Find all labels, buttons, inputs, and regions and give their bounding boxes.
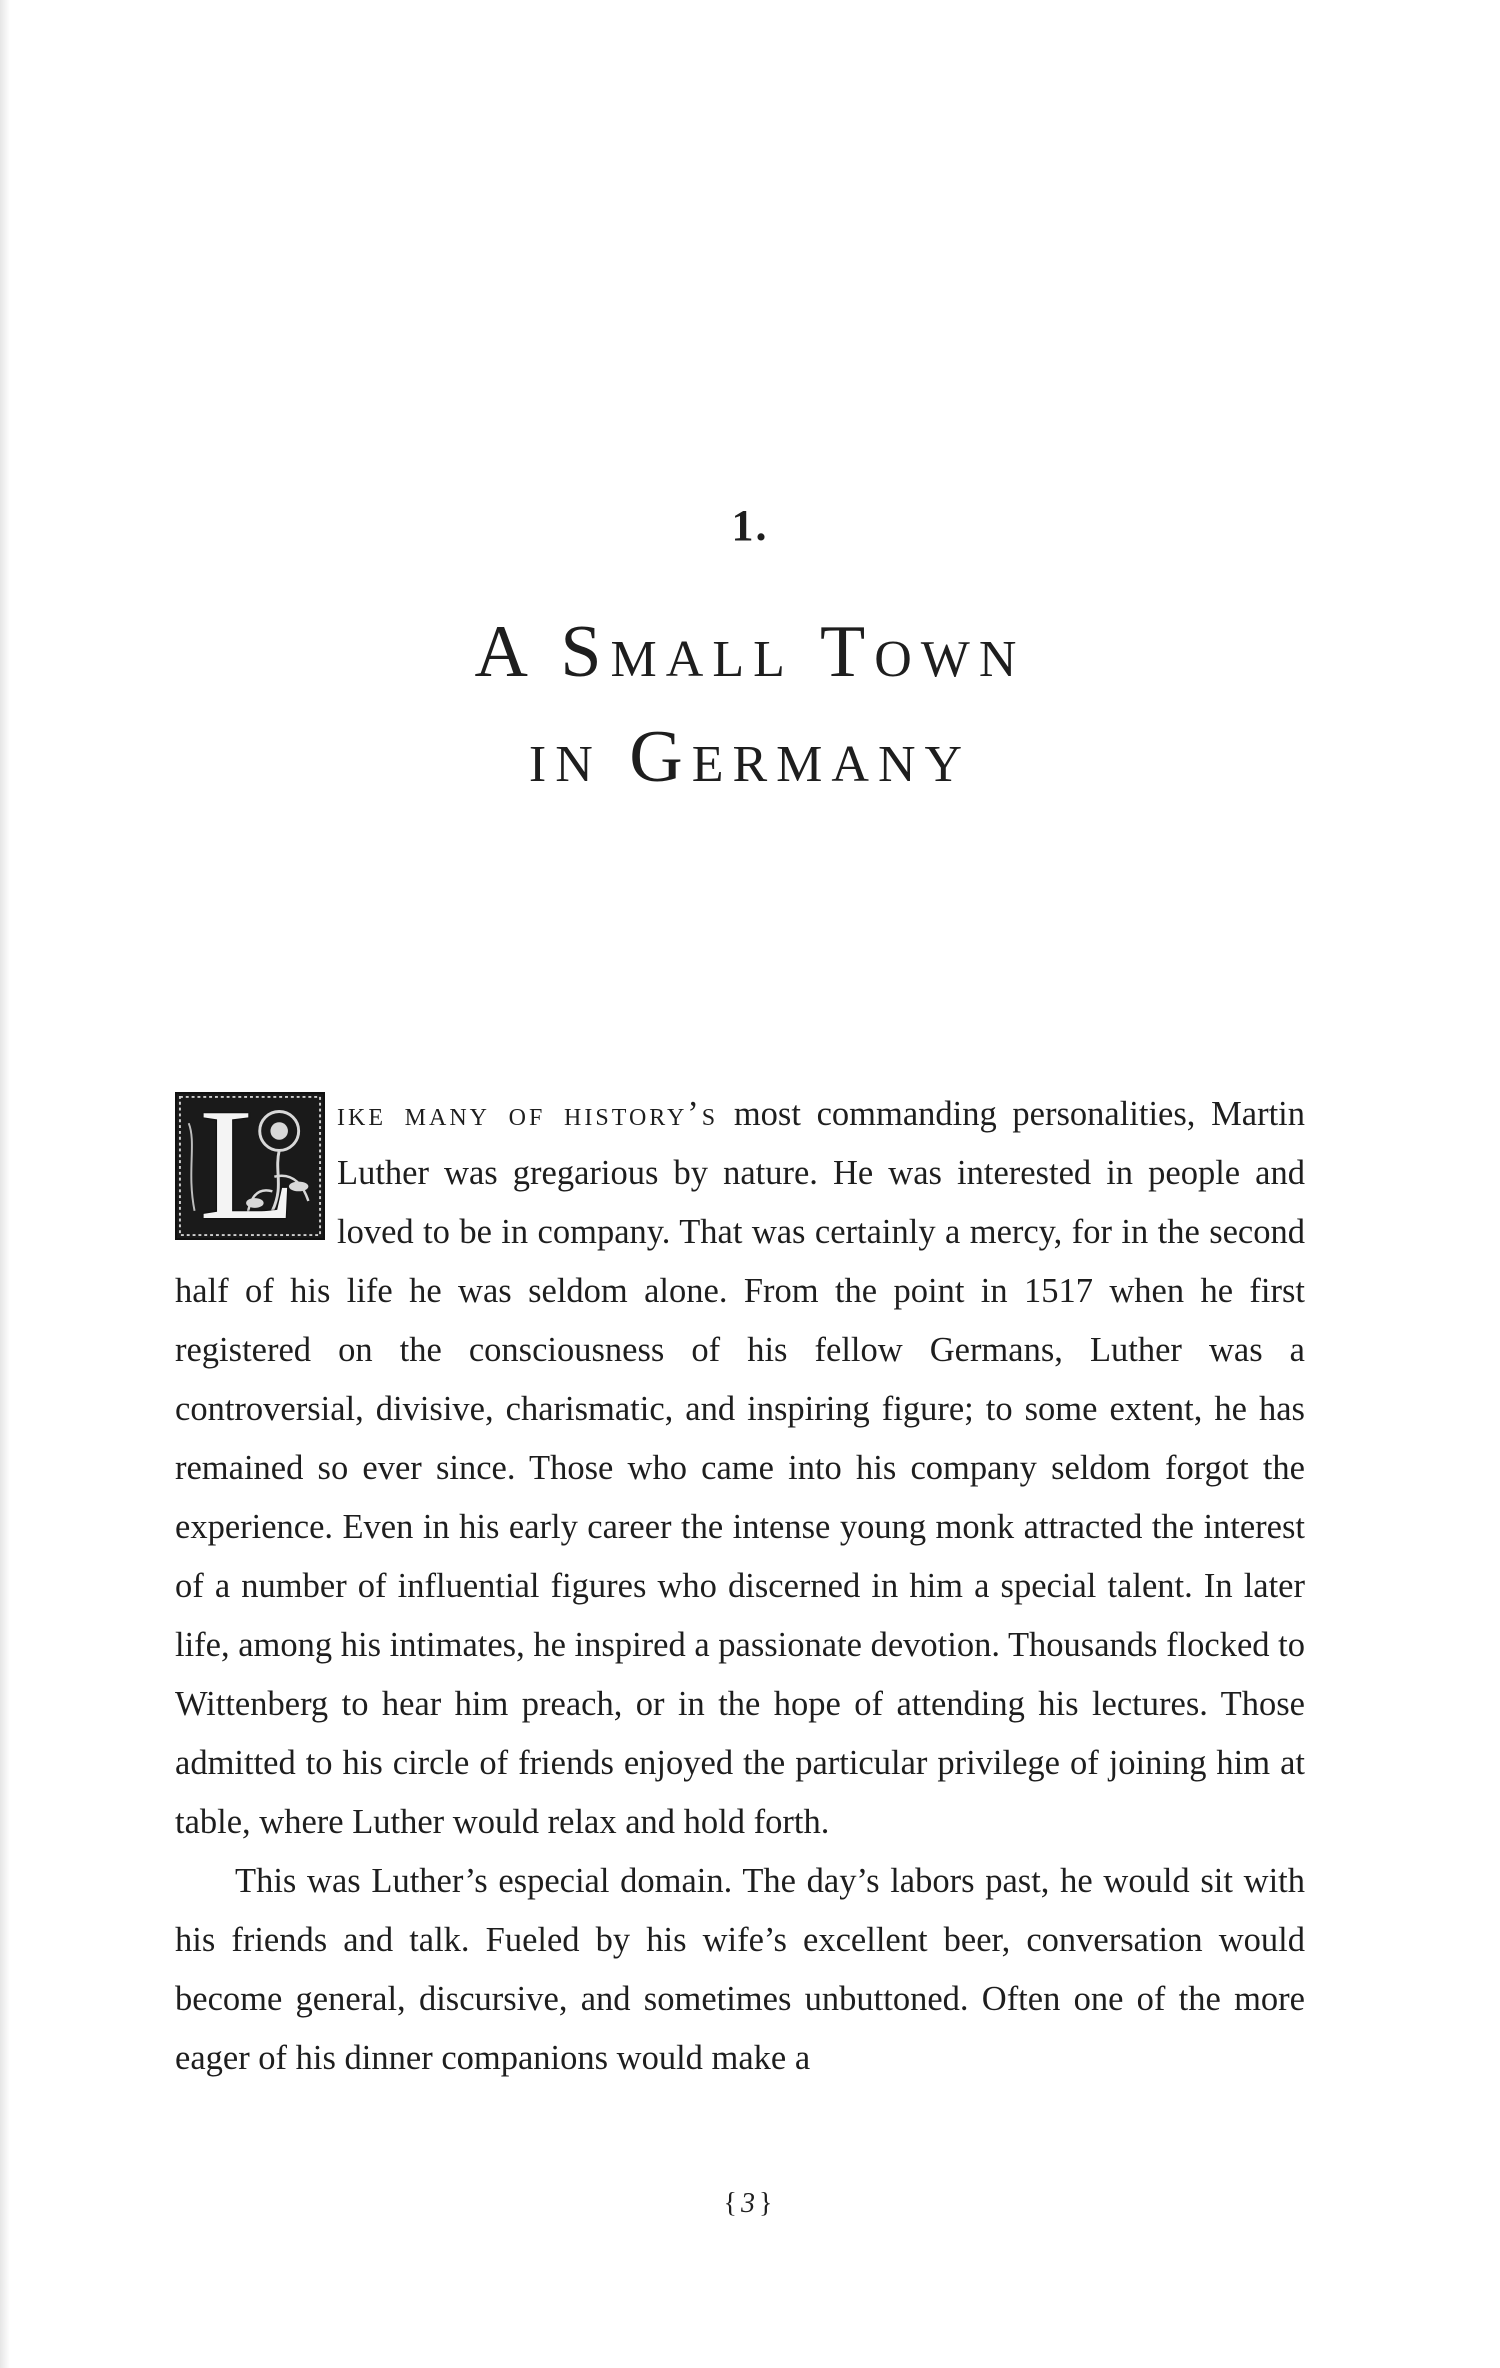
page-edge-shadow <box>0 0 10 2368</box>
dropcap-letter: L <box>199 1092 297 1240</box>
page-number: 3 <box>741 2188 759 2219</box>
chapter-number: 1. <box>731 501 769 550</box>
chapter-title-line-1: A Small Town <box>474 611 1026 693</box>
folio-right-brace: } <box>759 2188 777 2219</box>
lead-in-small-caps: ike many of history’s <box>337 1095 719 1133</box>
folio-left-brace: { <box>723 2188 741 2219</box>
paragraph-2: This was Luther’s especial domain. The day’s labors past, he would sit with his friends and talk. Fueled by his wife’s excellent beer, conversation would become general, discursive, and sometimes unbuttoned. Often one of the more eager of his dinner companions would make a <box>175 1862 1305 2077</box>
paragraph-1 <box>175 1085 1305 1852</box>
ornamental-dropcap <box>175 1092 325 1240</box>
paragraph-1-text: most commanding personalities, Martin Luther was gregarious by nature. He was interested in people and loved to be in company. That was certainly a mercy, for in the second half of his life he was seldom alone. From the point in 1517 when he first registered on the consciousness of his fellow Germans, Luther was a controversial, divisive, charismatic, and inspiring figure; to some extent, he has remained so ever since. Those who came into his company seldom forgot the experience. Even in his early career the intense young monk attracted the interest of a number of influential figures who discerned in him a special talent. In later life, among his intimates, he inspired a passionate devotion. Thousands flocked to Wittenberg to hear him preach, or in the hope of attending his lectures. Those admitted to his circle of friends enjoyed the particular privilege of joining him at table, where Luther would relax and hold forth. <box>175 1095 1305 1841</box>
chapter-title-line-2: in Germany <box>528 716 972 798</box>
body-text <box>175 1085 1305 2088</box>
page-folio <box>0 2188 1500 2220</box>
